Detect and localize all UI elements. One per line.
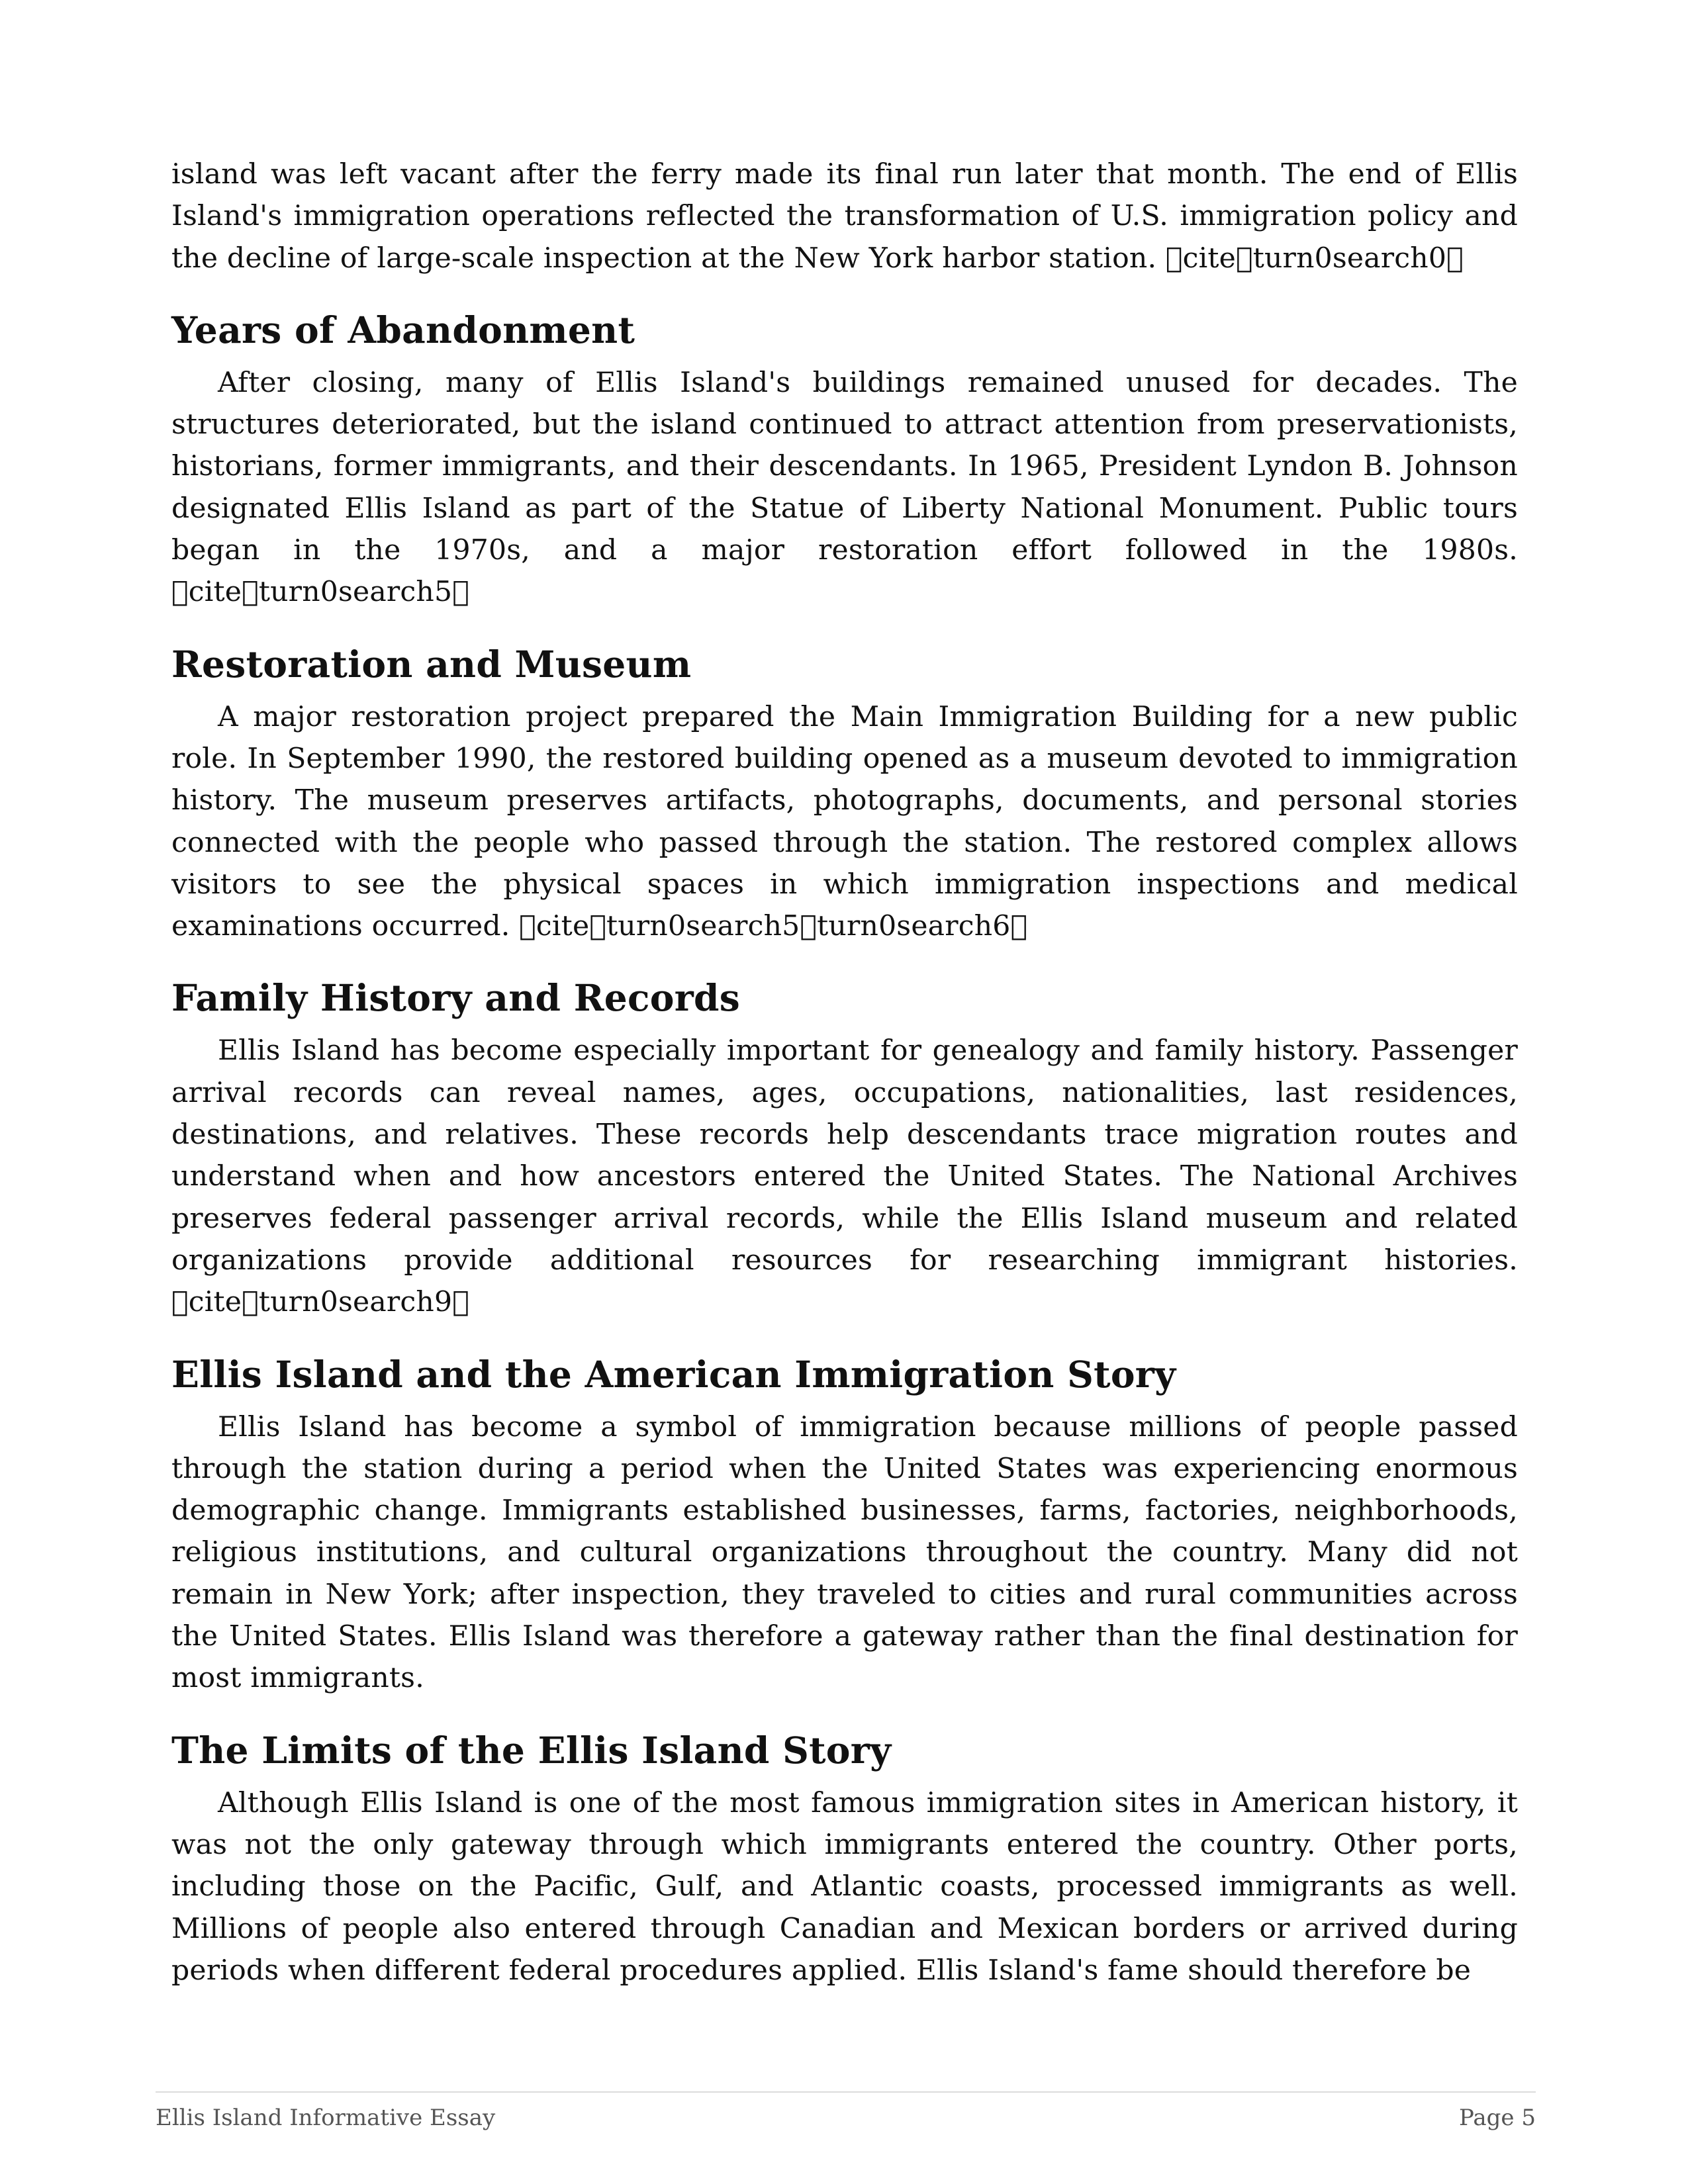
section-body-restoration: A major restoration project prepared the Main Immigration Building for a new public role. In September 1990, the restored building opened as a museum devoted to immigration history. The museum preserves artifacts, photographs, documents, and personal stories connected with the people who passed through the station. The restored complex allows visitors to see the physical spaces in which immigration inspections and medical examinations occurred. cite turn0search5 turn0search6 [171,659,1518,901]
section-heading-family-history: Family History and Records [171,934,741,978]
footer-page-number: Page 5 [1459,2105,1536,2131]
section-heading-immigration-story: Ellis Island and the American Immigration Story [171,1310,1176,1354]
section-body-immigration-story: Ellis Island has become a symbol of immigration because millions of people passed through the station during a period when the United States was experiencing enormous demographic change. Immigrants established businesses, farms, factories, neighborhoods, religious institutions, and cultural organizations throughout the country. Many did not remain in New York; after inspection, they traveled to cities and rural communities across the United States. Ellis Island was therefore a gateway rather than the final destination for most immigrants. [171,1369,1518,1653]
document-body [171,154,1518,1991]
section-body-abandonment: After closing, many of Ellis Island's buildings remained unused for decades. The structures deteriorated, but the island continued to attract attention from preservationists, historians, former immigrants, and their descendants. In 1965, President Lyndon B. Johnson designated Ellis Island as part of the Statue of Liberty National Monument. Public tours began in the 1970s, and a major restoration effort followed in the 1980s. cite turn0search5 [171,366,1518,567]
footer-document-title: Ellis Island Informative Essay [156,2105,496,2131]
section-body-family-history: Ellis Island has become especially important for genealogy and family history. Passenger arrival records can reveal names, ages, occupations, nationalities, last residences, destinations, and relatives. These records help descendants trace migration routes and understand when and how ancestors entered the United States. The National Archives preserves federal passenger arrival records, while the Ellis Island museum and related organizations provide additional resources for researching immigrant histories. cite turn0search9 [171,993,1518,1277]
page-footer [156,2091,1536,2131]
section-heading-limits: The Limits of the Ellis Island Story [171,1686,892,1730]
intro-paragraph: island was left vacant after the ferry made its final run later that month. The end of Ellis Island's immigration operations reflected the transformation of U.S. immigration policy and the decline of large-scale inspection at the New York harbor station. cite turn0search0 [171,158,1518,275]
section-heading-restoration: Restoration and Museum [171,600,692,644]
section-heading-abandonment: Years of Abandonment [171,308,635,351]
section-body-limits: Although Ellis Island is one of the most famous immigration sites in American history, it was not the only gateway through which immigrants entered the country. Other ports, including those on the Pacific, Gulf, and Atlantic coasts, processed immigrants as well. Millions of people also entered through Canadian and Mexican borders or arrived during periods when different federal procedures applied. Ellis Island's fame should therefore be [171,1745,1518,1945]
